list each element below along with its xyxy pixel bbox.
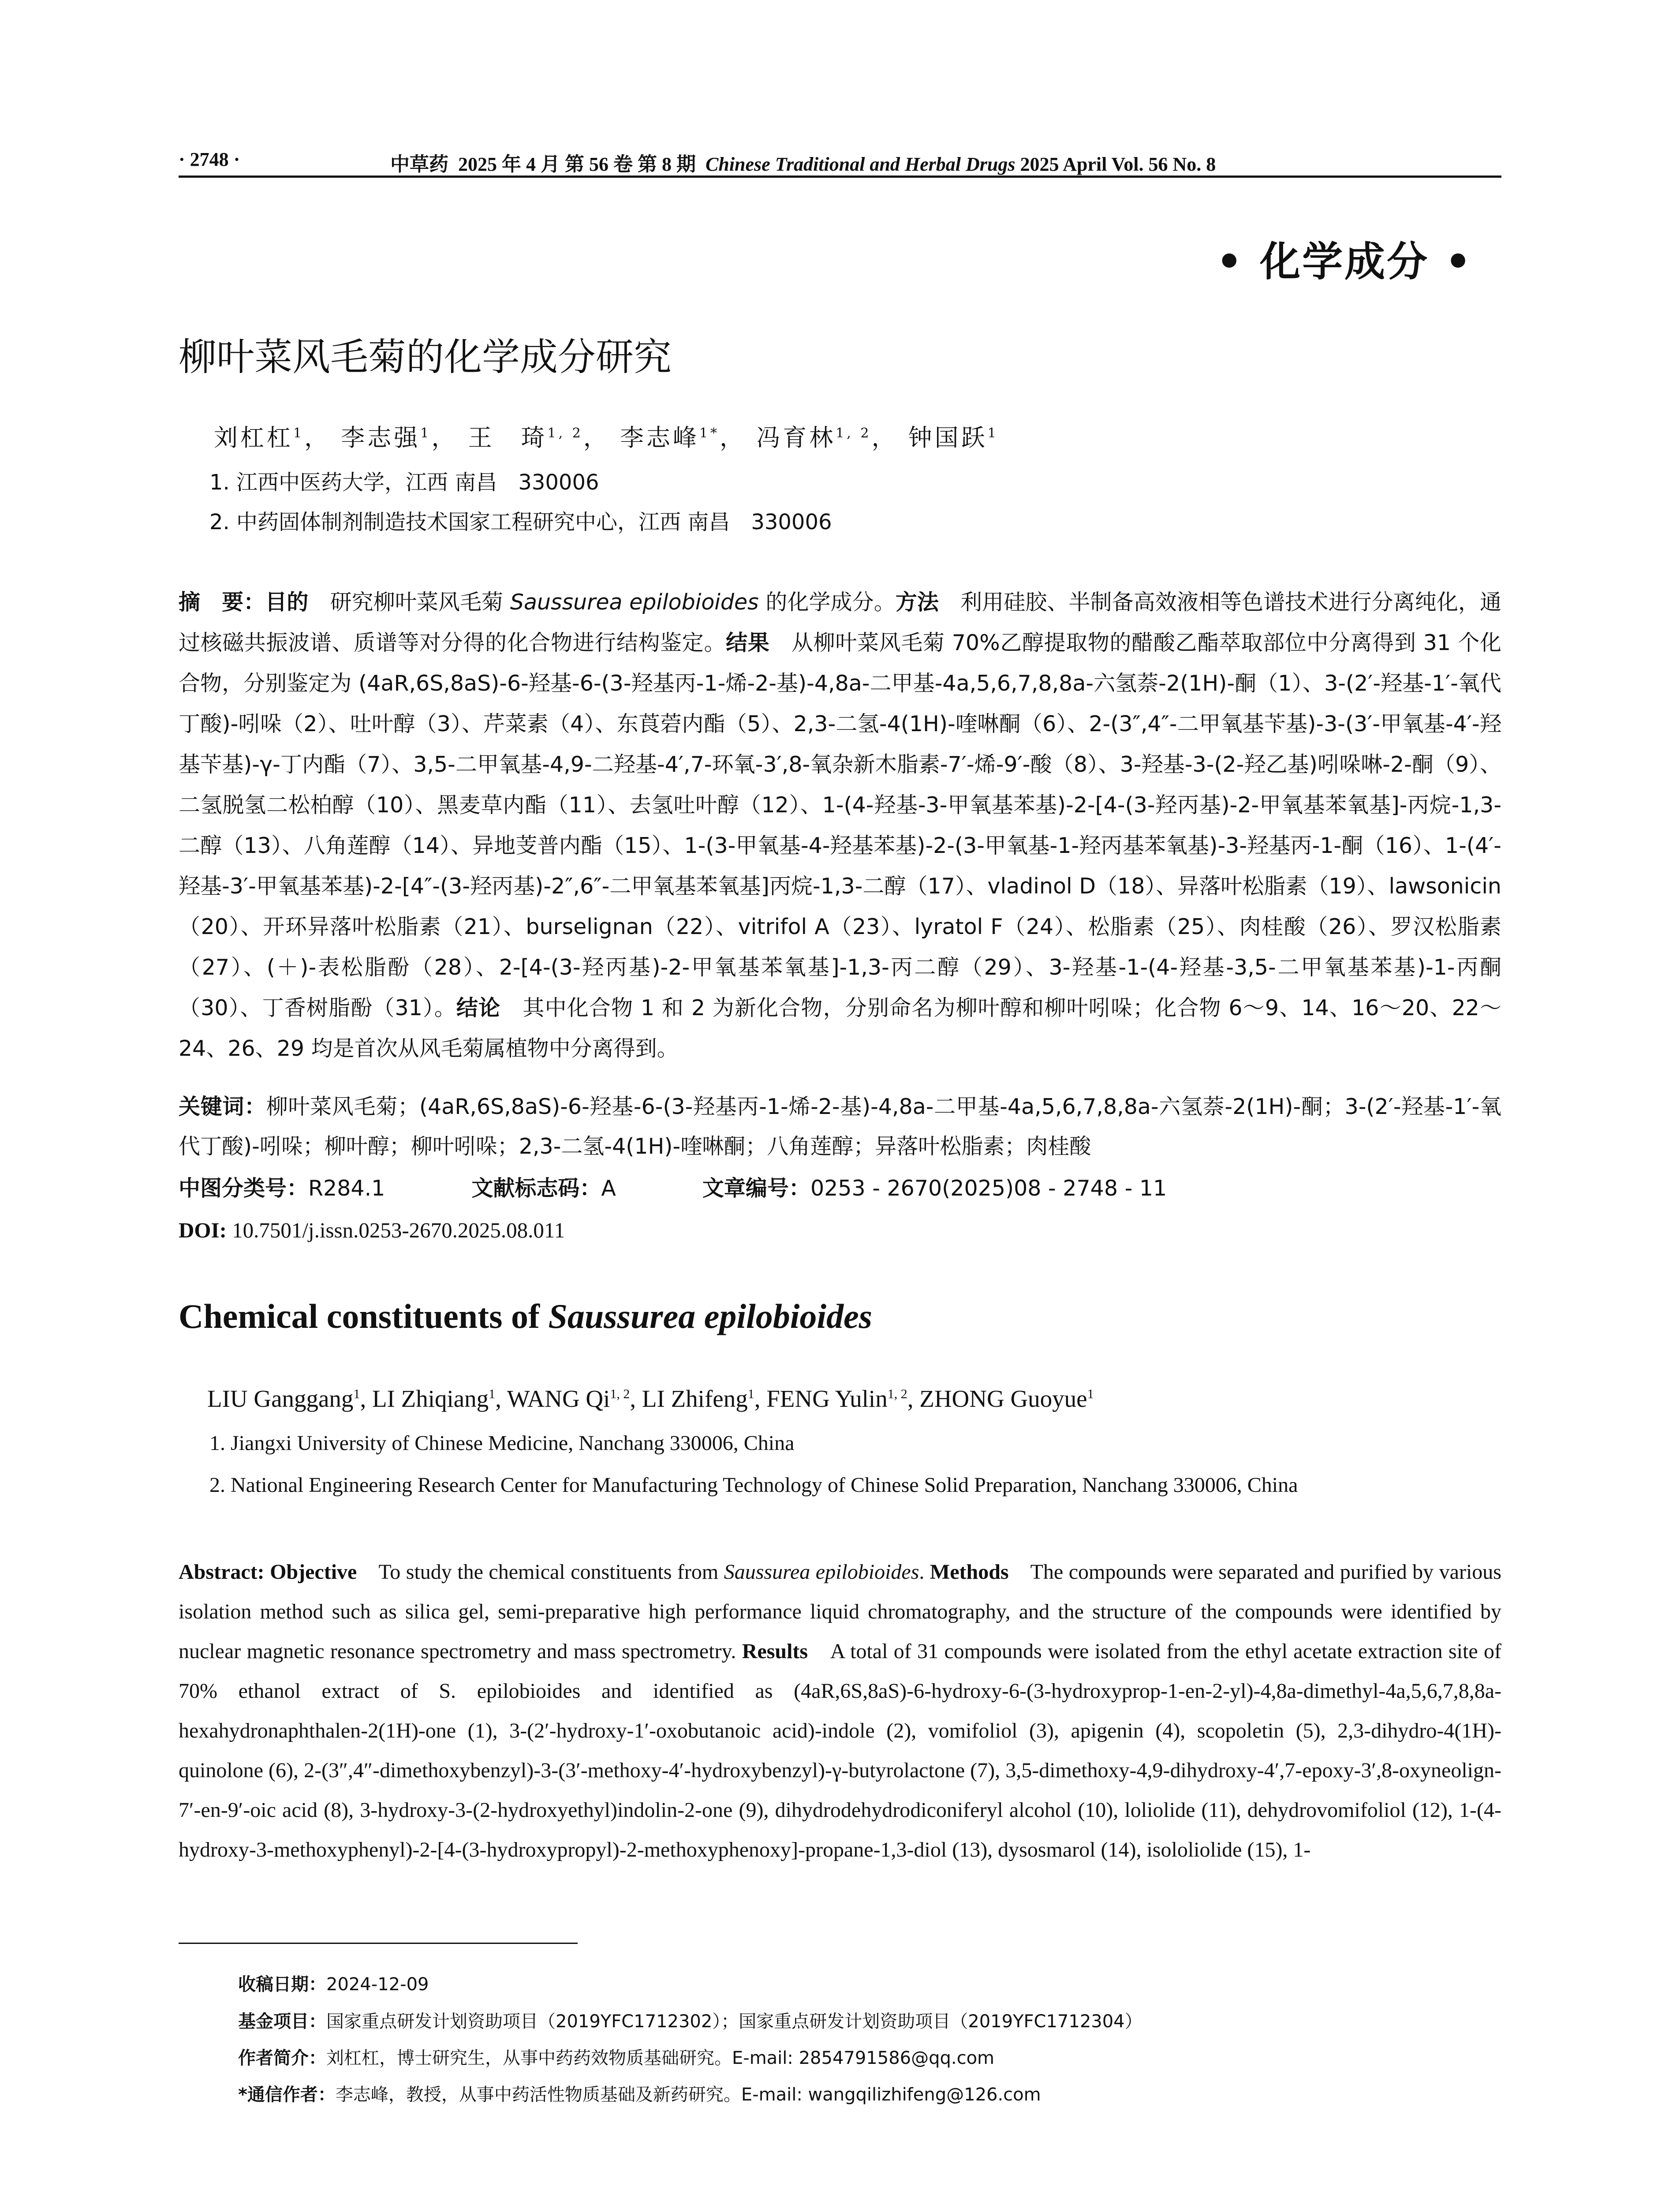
author-affiliation: 1* bbox=[699, 426, 720, 441]
author-affiliation: 1 bbox=[747, 1387, 754, 1401]
affiliation-cn-1: 1. 江西中医药大学，江西 南昌 330006 bbox=[209, 470, 599, 495]
author-name: 王 琦 bbox=[468, 424, 548, 452]
abstract-en-label: Abstract: Objective bbox=[179, 1560, 357, 1584]
doc-code-label: 文献标志码： bbox=[471, 1176, 601, 1201]
conclusion-text: 其中化合物 1 和 2 为新化合物，分别命名为柳叶醇和柳叶吲哚；化合物 6～9、14、16～20、22～24、26、29 均是首次从风毛菊属植物中分离得到。 bbox=[179, 995, 1501, 1061]
footnote-text: 刘杠杠，博士研究生，从事中药药效物质基础研究。E-mail: 2854791586@qq.com bbox=[326, 2048, 995, 2068]
author-affiliation: 1 bbox=[987, 426, 999, 441]
results-en-text: A total of 31 compounds were isolated from the ethyl acetate extraction site of 70% ethanol extract of S. epilobioides and identified as (4aR,6S,8aS)-6-hydroxy-6-(3-hydroxyprop-1-en-2-yl)-4,8a-dimethyl-4a,5,6,7,8,8a-hexahydronaphthalen-2(1H)-one (1), 3-(2′-hydroxy-1′-oxobutanoic acid)-indole (2), vomifoliol (3), apigenin (4), scopoletin (5), 2,3-dihydro-4(1H)-quinolone (6), 2-(3″,4″-dimethoxybenzyl)-3-(3′-methoxy-4′-hydroxybenzyl)-γ-butyrolactone (7), 3,5-dimethoxy-4,9-dihydroxy-4′,7-epoxy-3′,8-oxyneolign- 7′-en-9′-oic acid (8), 3-hydroxy-3-(2-hydroxyethyl)indolin-2-one (9), dihydrodehydrodiconiferyl alcohol (10), loliolide (11), dehydrovomifoliol (12), 1-(4-hydroxy-3-methoxyphenyl)-2-[4-(3-hydroxypropyl)-2-methoxyphenoxy]-propane-1,3-diol (13), dysosmarol (14), isololiolide (15), 1- bbox=[179, 1640, 1501, 1861]
journal-citation bbox=[390, 148, 1216, 176]
author-affiliation: 1 bbox=[353, 1387, 360, 1401]
objective-label: 目的 bbox=[265, 590, 309, 615]
author-name: FENG Yulin bbox=[766, 1385, 888, 1412]
footnote-text: 2024-12-09 bbox=[326, 1974, 429, 1995]
article-id-label: 文章编号： bbox=[702, 1176, 810, 1201]
title-cn: 柳叶菜风毛菊的化学成分研究 bbox=[179, 335, 672, 379]
methods-en-text: The compounds were separated and purified by various isolation method such as silica gel, semi-preparative high performance liquid chromatography, and the structure of the compounds were identified by nuclear magnetic resonance spectrometry and mass spectrometry. bbox=[179, 1560, 1501, 1663]
conclusion-label: 结论 bbox=[456, 995, 501, 1020]
title-en-prefix: Chemical constituents of bbox=[179, 1297, 549, 1335]
author-name: ZHONG Guoyue bbox=[919, 1385, 1087, 1412]
title-en bbox=[179, 1297, 872, 1336]
keywords-label: 关键词： bbox=[179, 1094, 266, 1119]
running-header bbox=[179, 140, 1501, 180]
clc-value: R284.1 bbox=[308, 1176, 385, 1201]
authors-en: LIU Ganggang$^1$, LI Zhiqiang$^1$, WANG Qi$^{1, 2}$, LI Zhifeng$^1$, FENG Yulin$^{1, 2}$, ZHONG Guoyue$^1$ bbox=[207, 1385, 1094, 1412]
author-name: 李志强 bbox=[341, 424, 421, 452]
journal-name-cn: 中草药 bbox=[390, 153, 448, 176]
author-affiliation: 1 bbox=[293, 426, 305, 441]
abstract-en bbox=[179, 1552, 1501, 1870]
footnote-text: 李志峰，教授，从事中药活性物质基础及新药研究。E-mail: wangqilizhifeng@126.com bbox=[335, 2085, 1041, 2105]
issue-en: 2025 April Vol. 56 No. 8 bbox=[1020, 153, 1216, 175]
title-en-species: Saussurea epilobioides bbox=[548, 1297, 873, 1335]
classification-line bbox=[179, 1169, 1501, 1208]
objective-en-text: To study the chemical constituents from bbox=[357, 1560, 724, 1584]
author-name: 李志峰 bbox=[620, 424, 699, 452]
footnote-label: 基金项目： bbox=[238, 2011, 326, 2032]
footnote-funding bbox=[238, 2007, 1142, 2033]
footnote-author-bio bbox=[238, 2044, 994, 2069]
page-number: · 2748 · bbox=[179, 149, 240, 170]
author-affiliation: 1 bbox=[1087, 1387, 1094, 1401]
doi-label: DOI: bbox=[179, 1218, 227, 1242]
footnote-label: 作者简介： bbox=[238, 2048, 326, 2068]
footnote-corresponding bbox=[238, 2081, 1041, 2106]
results-text: 从柳叶菜风毛菊 70%乙醇提取物的醋酸乙酯萃取部位中分离得到 31 个化合物，分别鉴定为 (4aR,6S,8aS)-6-羟基-6-(3-羟基丙-1-烯-2-基)-4,8a-二甲基-4a,5,6,7,8,8a-六氢萘-2(1H)-酮（1）、3-(2′-羟基-1′-氧代丁酸)-吲哚（2）、吐叶醇（3）、芹菜素（4）、东莨菪内酯（5）、2,3-二氢-4(1H)-喹啉酮（6）、2-(3″,4″-二甲氧基苄基)-3-(3′-甲氧基-4′-羟基苄基)-γ-丁内酯（7）、3,5-二甲氧基-4,9-二羟基-4′,7-环氧-3′,8-氧杂新木脂素-7′-烯-9′-酸（8）、3-羟基-3-(2-羟乙基)吲哚啉-2-酮（9）、二氢脱氢二松柏醇（10）、黑麦草内酯（11）、去氢吐叶醇（12）、1-(4-羟基-3-甲氧基苯基)-2-[4-(3-羟丙基)-2-甲氧基苯氧基]-丙烷-1,3-二醇（13）、八角莲醇（14）、异地芰普内酯（15）、1-(3-甲氧基-4-羟基苯基)-2-(3-甲氧基-1-羟丙基苯氧基)-3-羟基丙-1-酮（16）、1-(4′-羟基-3′-甲氧基苯基)-2-[4″-(3-羟丙基)-2″,6″-二甲氧基苯氧基]丙烷-1,3-二醇（17）、vladinol D（18）、异落叶松脂素（19）、lawsonicin（20）、开环异落叶松脂素（21）、burselignan（22）、vitrifol A（23）、lyratol F（24）、松脂素（25）、肉桂酸（26）、罗汉松脂素（27）、(＋)-表松脂酚（28）、2-[4-(3-羟丙基)-2-甲氧基苯氧基]-1,3-丙二醇（29）、3-羟基-1-(4-羟基-3,5-二甲氧基苯基)-1-丙酮（30）、丁香树脂酚（31）。 bbox=[179, 630, 1501, 1020]
issue-cn: 2025 年 4 月 第 56 卷 第 8 期 bbox=[458, 153, 696, 175]
species-name: Saussurea epilobioides bbox=[510, 590, 759, 615]
methods-text: 利用硅胶、半制备高效液相等色谱技术进行分离纯化，通过核磁共振波谱、质谱等对分得的化合物进行结构鉴定。 bbox=[179, 590, 1501, 655]
author-name: LI Zhifeng bbox=[642, 1385, 748, 1412]
objective-tail: 的化学成分。 bbox=[758, 590, 896, 615]
author-affiliation: 1 bbox=[420, 426, 432, 441]
author-affiliation: 1, 2 bbox=[610, 1387, 630, 1401]
journal-name-en: Chinese Traditional and Herbal Drugs bbox=[706, 153, 1015, 175]
footnote-received bbox=[238, 1970, 429, 1996]
keywords-text: 柳叶菜风毛菊；(4aR,6S,8aS)-6-羟基-6-(3-羟基丙-1-烯-2-基)-4,8a-二甲基-4a,5,6,7,8,8a-六氢萘-2(1H)-酮；3-(2′-羟基-1′-氧代丁酸)-吲哚；柳叶醇；柳叶吲哚；2,3-二氢-4(1H)-喹啉酮；八角莲醇；异落叶松脂素；肉桂酸 bbox=[179, 1094, 1501, 1159]
doi-value[interactable]: 10.7501/j.issn.0253-2670.2025.08.011 bbox=[232, 1218, 565, 1242]
affiliation-cn-2: 2. 中药固体制剂制造技术国家工程研究中心，江西 南昌 330006 bbox=[209, 510, 832, 534]
doc-code-value: A bbox=[601, 1176, 616, 1201]
authors-cn: 刘杠杠$^1$， 李志强$^1$， 王 琦$^{1, 2}$， 李志峰$^{1*}$， 冯育林$^{1, 2}$， 钟国跃$^1$ bbox=[214, 424, 999, 452]
methods-en-label: Methods bbox=[930, 1560, 1009, 1584]
abstract-label: 摘 要： bbox=[179, 590, 265, 615]
author-affiliation: 1, 2 bbox=[836, 426, 872, 441]
footnote-rule bbox=[179, 1943, 578, 1944]
article-id-value: 0253 - 2670(2025)08 - 2748 - 11 bbox=[810, 1176, 1167, 1201]
species-name-en: Saussurea epilobioides bbox=[724, 1560, 919, 1584]
abstract-cn bbox=[179, 582, 1501, 1069]
objective-text: 研究柳叶菜风毛菊 bbox=[308, 590, 510, 615]
author-name: WANG Qi bbox=[507, 1385, 610, 1412]
author-name: 钟国跃 bbox=[908, 424, 988, 452]
author-affiliation: 1 bbox=[489, 1387, 496, 1401]
doi-line bbox=[179, 1211, 1501, 1250]
clc-label: 中图分类号： bbox=[179, 1176, 309, 1201]
affiliation-en-1: 1. Jiangxi University of Chinese Medicine, Nanchang 330006, China bbox=[209, 1431, 795, 1455]
author-name: 冯育林 bbox=[756, 424, 836, 452]
author-affiliation: 1, 2 bbox=[547, 426, 583, 441]
header-rule bbox=[179, 176, 1501, 178]
author-name: 刘杠杠 bbox=[214, 424, 293, 452]
author-affiliation: 1, 2 bbox=[887, 1387, 907, 1401]
section-tag: • 化学成分 • bbox=[1216, 238, 1473, 285]
results-label: 结果 bbox=[726, 630, 770, 655]
author-name: LIU Ganggang bbox=[207, 1385, 354, 1412]
footnote-text: 国家重点研发计划资助项目（2019YFC1712302）；国家重点研发计划资助项目（2019YFC1712304） bbox=[326, 2011, 1142, 2032]
footnote-label: *通信作者： bbox=[238, 2085, 336, 2105]
objective-en-tail: . bbox=[919, 1560, 930, 1584]
affiliation-en-2: 2. National Engineering Research Center for Manufacturing Technology of Chinese Solid Preparation, Nanchang 330006, China bbox=[209, 1473, 1298, 1497]
results-en-label: Results bbox=[742, 1640, 808, 1663]
keywords-cn bbox=[179, 1087, 1501, 1166]
footnote-label: 收稿日期： bbox=[238, 1974, 326, 1995]
author-name: LI Zhiqiang bbox=[372, 1385, 489, 1412]
methods-label: 方法 bbox=[895, 590, 939, 615]
